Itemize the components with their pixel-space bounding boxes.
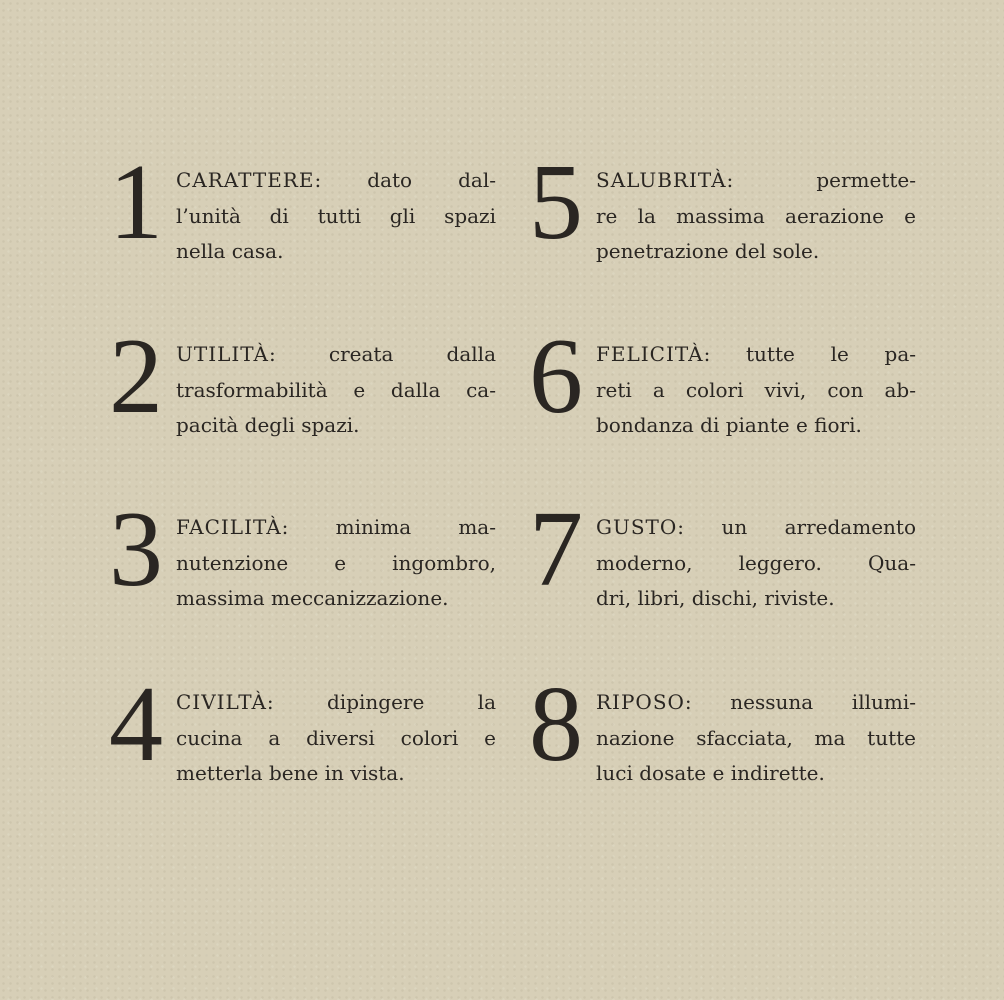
principle-text: UTILITÀ: creata dalla trasformabilità e dalla ca- pacità degli spazi. (176, 342, 496, 437)
principle-6 (520, 317, 920, 467)
principle-number: 4 (109, 665, 163, 784)
principle-text: GUSTO: un arredamento moderno, leggero. Qua- dri, libri, dischi, riviste. (596, 515, 916, 610)
principle-label: SALUBRITÀ (596, 168, 727, 192)
principle-label: FELICITÀ (596, 342, 704, 366)
principle-5 (520, 143, 920, 293)
principle-number: 6 (529, 317, 583, 436)
principle-number: 8 (529, 665, 583, 784)
principle-label: UTILITÀ (176, 342, 269, 366)
principle-number: 2 (109, 317, 163, 436)
principle-label: RIPOSO (596, 690, 685, 714)
principle-text: FACILITÀ: minima ma- nutenzione e ingombro, massima meccanizzazione. (176, 515, 496, 610)
principle-number: 5 (529, 143, 583, 262)
principle-1 (100, 143, 500, 293)
principle-text: FELICITÀ: tutte le pa- reti a colori vivi, con ab- bondanza di piante e fiori. (596, 342, 916, 437)
principle-7 (520, 490, 920, 640)
principle-number: 7 (529, 490, 583, 609)
principle-label: FACILITÀ (176, 515, 282, 539)
principle-3 (100, 490, 500, 640)
principle-4 (100, 665, 500, 815)
principle-label: CIVILTÀ (176, 690, 267, 714)
principle-2 (100, 317, 500, 467)
principle-text: RIPOSO: nessuna illumi- nazione sfacciata, ma tutte luci dosate e indirette. (596, 690, 916, 785)
principle-text: SALUBRITÀ: permette- re la massima aerazione e penetrazione del sole. (596, 168, 916, 263)
principle-label: GUSTO (596, 515, 678, 539)
principle-text: CARATTERE: dato dal- l’unità di tutti gli spazi nella casa. (176, 168, 496, 263)
principle-label: CARATTERE (176, 168, 315, 192)
principle-8 (520, 665, 920, 815)
principle-number: 3 (109, 490, 163, 609)
principle-number: 1 (109, 143, 163, 262)
principle-text: CIVILTÀ: dipingere la cucina a diversi colori e metterla bene in vista. (176, 690, 496, 785)
